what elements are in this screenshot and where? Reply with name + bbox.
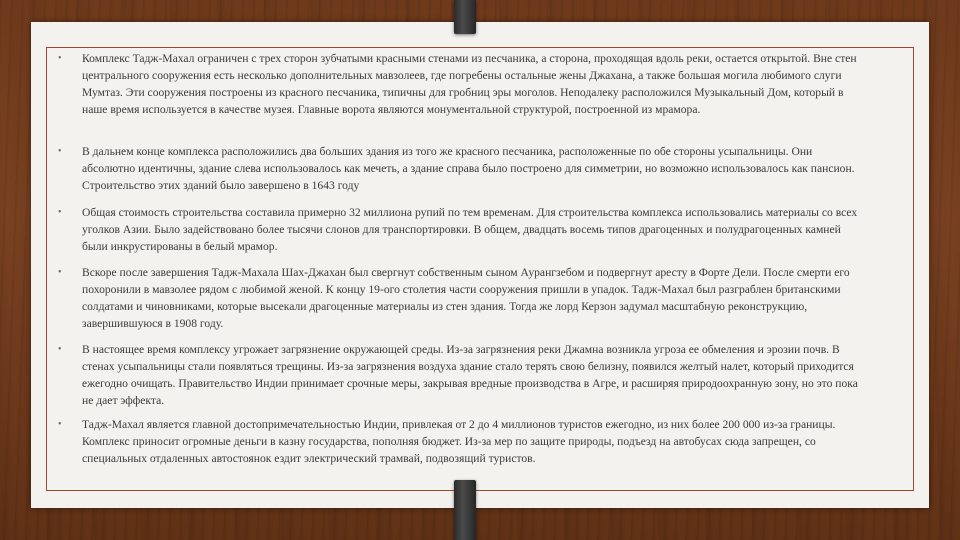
bullet-icon: • <box>58 344 62 355</box>
paragraph-text: Тадж-Махал является главной достопримечательностью Индии, привлекая от 2 до 4 миллионов туристов ежегодно, из них более 200 000 из-за границы. Комплекс приносит огромные деньги в казну государства, пополняя бюджет. Из-за мер по защите природы, подъезд на автобусах сюда запрещен, со специальных отдаленных автостоянок ездит электрический трамвай, подвозящий туристов. <box>82 418 836 465</box>
bullet-icon: • <box>58 419 62 430</box>
bullet-item-1 <box>52 50 862 118</box>
bullet-item-3 <box>52 204 862 255</box>
bullet-item-6 <box>52 416 862 467</box>
paragraph-text: В настоящее время комплексу угрожает загрязнение окружающей среды. Из-за загрязнения реки Джамна возникла угроза ее обмеления и эрозии почв. В стенах усыпальницы стали появляться трещины. Из-за загрязнения воздуха здание стало терять свою белизну, появился желтый налет, который приходится ежегодно очищать. Правительство Индии принимает срочные меры, закрывая вредные производства в Агре, и расширяя природоохранную зону, но это пока не дает эффекта. <box>82 343 858 407</box>
bullet-icon: • <box>58 146 62 157</box>
paragraph-text: Вскоре после завершения Тадж-Махала Шах-Джахан был свергнут собственным сыном Аурангзебом и подвергнут аресту в Форте Дели. После смерти его похоронили в мавзолее рядом с любимой женой. К концу 19-ого столетия части сооружения пришли в упадок. Тадж-Махал был разграблен британскими солдатами и чиновниками, которые высекали драгоценные материалы из стен здания. Тогда же лорд Керзон задумал масштабную реконструкцию, завершившуюся в 1908 году. <box>82 266 850 330</box>
bullet-icon: • <box>58 267 62 278</box>
bullet-icon: • <box>58 53 62 64</box>
bullet-item-2 <box>52 143 862 194</box>
bullet-item-5 <box>52 341 862 409</box>
bullet-icon: • <box>58 207 62 218</box>
top-binder-clip <box>454 0 476 34</box>
bottom-binder-clip <box>454 480 476 540</box>
paragraph-text: Комплекс Тадж-Махал ограничен с трех сторон зубчатыми красными стенами из песчаника, а сторона, проходящая вдоль реки, остается открытой. Вне стен центрального сооружения есть несколько дополнительных мавзолеев, где погребены остальные жены Джахана, а также большая могила любимого слуги Мумтаз. Эти сооружения построены из красного песчаника, типичны для гробниц эры моголов. Неподалеку расположился Музыкальный Дом, который в наше время используется в качестве музея. Главные ворота являются монументальной структурой, построенной из мрамора. <box>82 52 857 116</box>
paragraph-text: Общая стоимость строительства составила примерно 32 миллиона рупий по тем временам. Для строительства комплекса использовались материалы со всех уголков Азии. Было задействовано более тысячи слонов для транспортировки. В общем, двадцать восемь типов драгоценных и полудрагоценных камней были инкрустированы в белый мрамор. <box>82 206 858 253</box>
paragraph-text: В дальнем конце комплекса расположились два больших здания из того же красного песчаника, расположенные по обе стороны усыпальницы. Они абсолютно идентичны, здание слева использовалось как мечеть, а здание справа было построено для симметрии, но возможно использовалось как пансион. Строительство этих зданий было завершено в 1643 году <box>82 145 855 192</box>
bullet-item-4 <box>52 264 862 332</box>
